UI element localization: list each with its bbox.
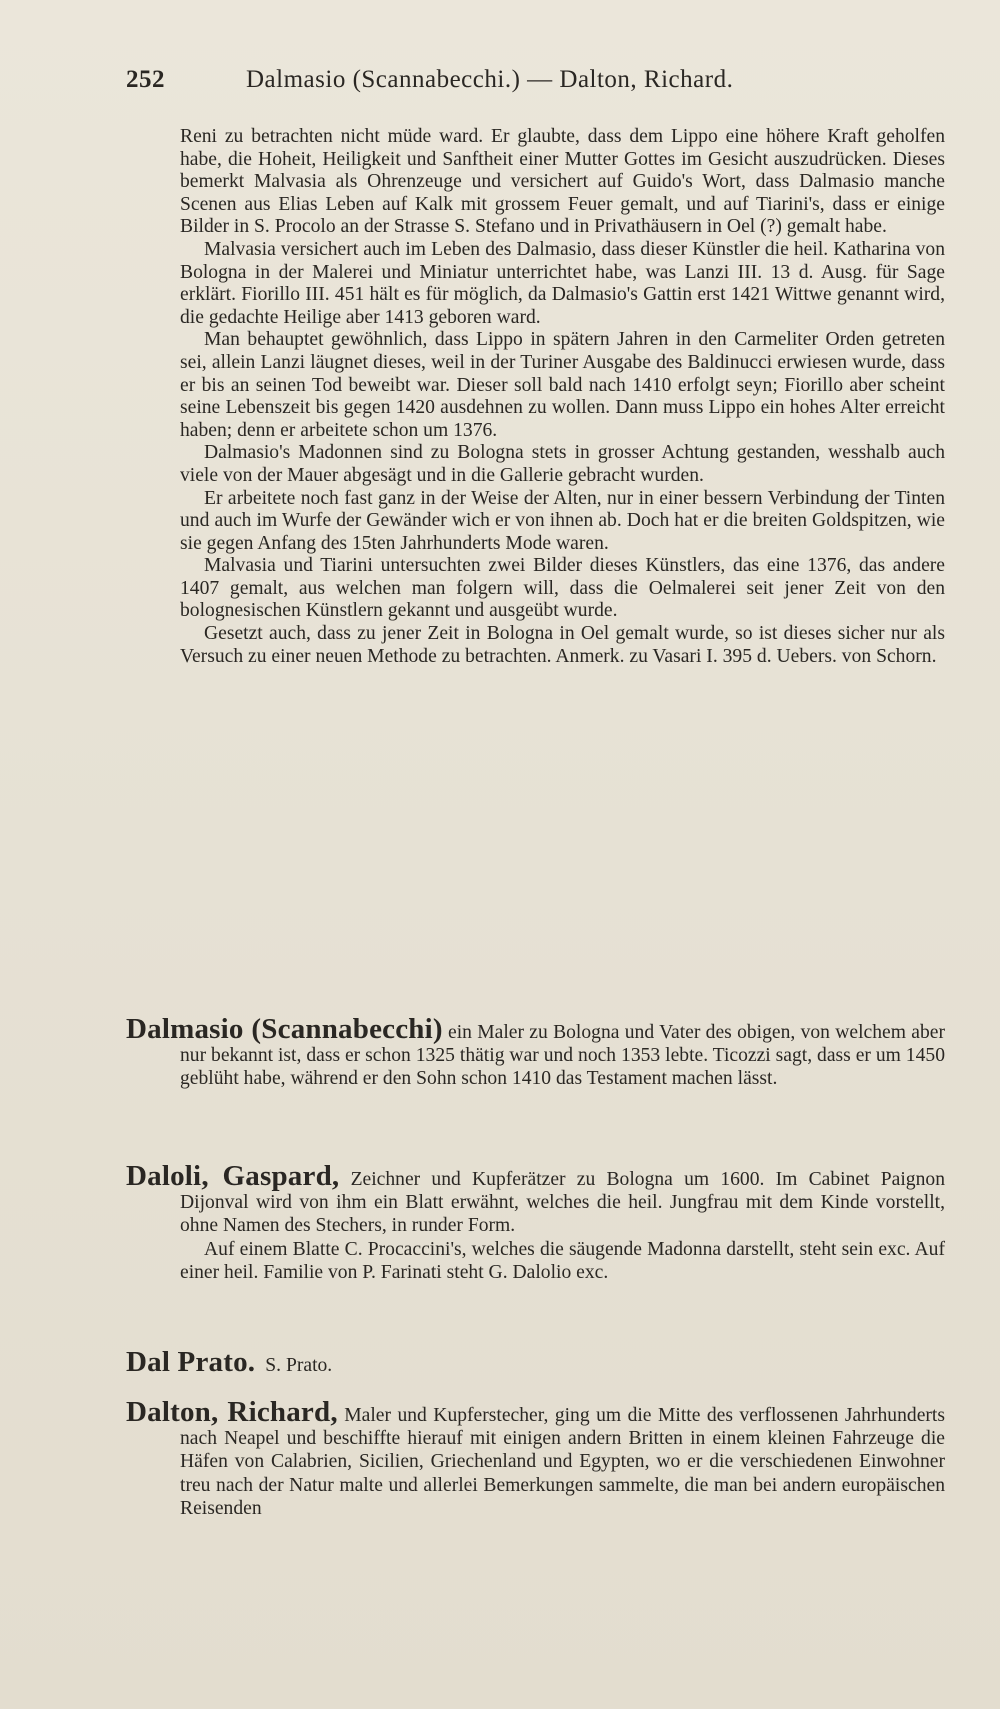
paragraph: Dalmasio's Madonnen sind zu Bologna stets in grosser Achtung gestanden, wesshalb auch viele von der Mauer abgesägt und in die Gallerie gebracht wurden. [180, 442, 945, 486]
entry-paragraph [126, 1396, 945, 1520]
entry-dal-prato [126, 1346, 945, 1378]
paragraph: Gesetzt auch, dass zu jener Zeit in Bologna in Oel gemalt wurde, so ist dieses sicher nur als Versuch zu einer neuen Methode zu betrachten. Anmerk. zu Vasari I. 395 d. Uebers. von Schorn. [180, 623, 945, 667]
entry-text: ein Maler zu Bologna und Vater des obigen, von welchem aber nur bekannt ist, dass er schon 1325 thätig war und noch 1353 lebte. Ticozzi sagt, dass er um 1450 geblüht habe, während er den Sohn schon 1410 das Testament machen lässt. [180, 1022, 945, 1090]
entry-headword: Dalton, Richard, [126, 1396, 338, 1428]
running-title: Dalmasio (Scannabecchi.) — Dalton, Richard. [246, 66, 734, 93]
paragraph: Malvasia und Tiarini untersuchten zwei Bilder dieses Künstlers, das eine 1376, das andere 1407 gemalt, aus welchen man folgern will, dass die Oelmalerei seit jener Zeit von den bolognesischen Künstlern gekannt und ausgeübt wurde. [180, 555, 945, 622]
entry-subparagraph: Auf einem Blatte C. Procaccini's, welches die säugende Madonna darstellt, steht sein exc. Auf einer heil. Familie von P. Farinati steht G. Dalolio exc. [180, 1238, 945, 1283]
running-head [126, 66, 886, 106]
entry-dalmasio [126, 1013, 945, 1091]
entry-daloli [126, 1160, 945, 1284]
paragraph: Reni zu betrachten nicht müde ward. Er glaubte, dass dem Lippo eine höhere Kraft geholfen habe, die Hoheit, Heiligkeit und Sanftheit einer Mutter Gottes im Gesicht auszudrücken. Dieses bemerkt Malvasia als Ohrenzeuge und versichert auf Guido's Wort, dass Dalmasio manche Scenen aus Elias Leben auf Kalk mit grossem Feuer gemalt, und auf Tiarini's, dass er einige Bilder in S. Procolo an der Strasse S. Stefano und in Privathäusern in Oel (?) gemalt habe. [180, 126, 945, 238]
cross-reference: S. Prato. [265, 1355, 333, 1376]
paragraph: Er arbeitete noch fast ganz in der Weise der Alten, nur in einer bessern Verbindung der Tinten und auch im Wurfe der Gewänder wich er von ihnen ab. Doch hat er die breiten Goldspitzen, wie sie gegen Anfang des 15ten Jahrhunderts Mode waren. [180, 487, 945, 554]
page-number: 252 [126, 66, 165, 93]
entry-headword: Daloli, Gaspard, [126, 1160, 340, 1192]
entry-dalton [126, 1396, 945, 1520]
entry-paragraph [126, 1160, 945, 1238]
entry-text: Maler und Kupferstecher, ging um die Mitte des verflossenen Jahrhunderts nach Neapel und beschiffte hierauf mit einigen andern Britten in einem kleinen Fahrzeuge die Häfen von Calabrien, Sicilien, Griechenland und Egypten, wo er die verschiedenen Einwohner treu nach der Natur malte und allerlei Bemerkungen sammelte, die man bei andern europäischen Reisenden [180, 1405, 945, 1519]
paragraph: Malvasia versichert auch im Leben des Dalmasio, dass dieser Künstler die heil. Katharina von Bologna in der Malerei und Miniatur unterrichtet habe, was Lanzi III. 13 d. Ausg. für Sage erklärt. Fiorillo III. 451 hält es für möglich, da Dalmasio's Gattin erst 1421 Wittwe genannt wird, die gedachte Heilige aber 1413 geboren ward. [180, 238, 945, 328]
entry-paragraph [126, 1013, 945, 1091]
entry-headword: Dalmasio (Scannabecchi) [126, 1013, 443, 1045]
continuation-text [180, 126, 945, 668]
entry-text: Zeichner und Kupferätzer zu Bologna um 1600. Im Cabinet Paignon Dijonval wird von ihm ein Blatt erwähnt, welches die heil. Jungfrau mit dem Kinde vorstellt, ohne Namen des Stechers, in runder Form. [180, 1169, 945, 1237]
paragraph: Man behauptet gewöhnlich, dass Lippo in spätern Jahren in den Carmeliter Orden getreten sei, allein Lanzi läugnet dieses, weil in der Turiner Ausgabe des Baldinucci erwiesen wurde, dass er bis an seinen Tod beweibt war. Dieser soll bald nach 1410 erfolgt seyn; Fiorillo aber scheint seine Lebenszeit bis gegen 1420 ausdehnen zu wollen. Dann muss Lippo ein hohes Alter erreicht haben; denn er arbeitete schon um 1376. [180, 329, 945, 441]
entry-headword: Dal Prato. [126, 1346, 256, 1378]
entry-paragraph [126, 1346, 945, 1378]
